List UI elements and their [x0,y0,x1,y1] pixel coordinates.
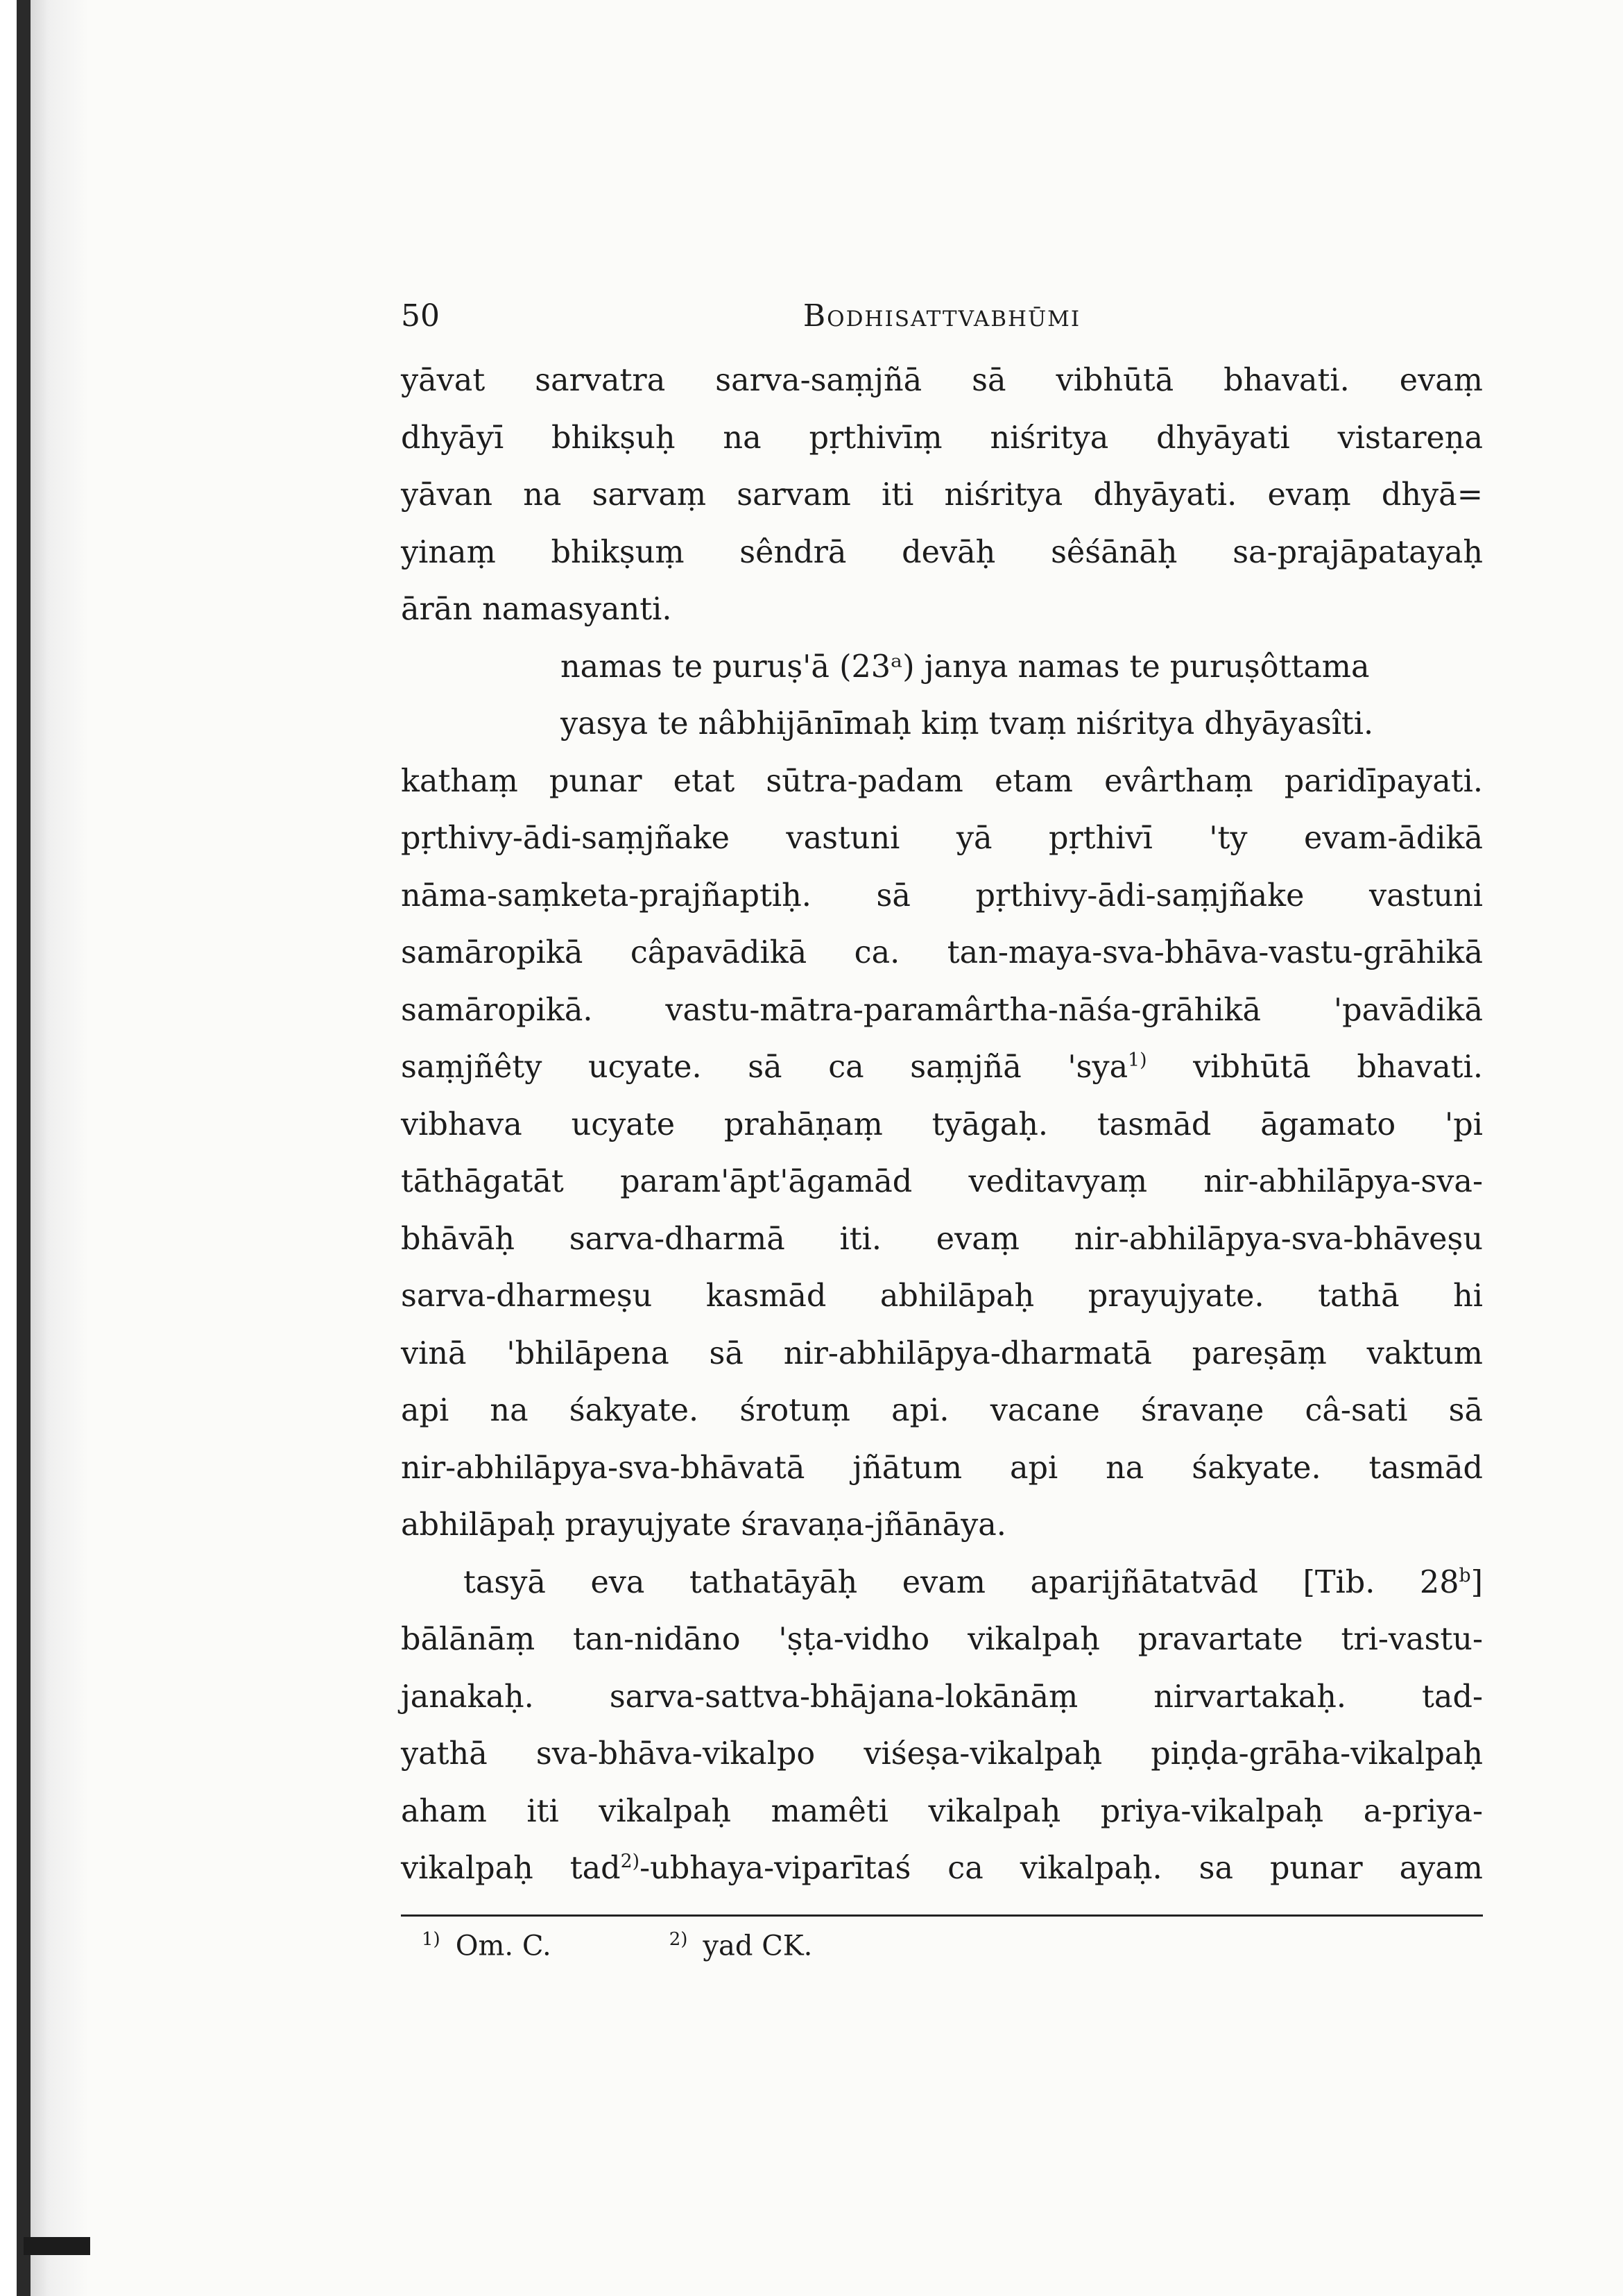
text-line: nir-abhilāpya-sva-bhāvatā jñātum api na śakyate. tasmād [401,1450,1483,1486]
running-head: Bodhisattvabhūmi [802,298,1081,334]
text-line: abhilāpaḥ prayujyate śravaṇa-jñānāya. [401,1507,1006,1543]
text-segment: -ubhaya-viparītaś ca vikalpaḥ. sa punar ayam [639,1851,1483,1886]
footnote-text: yad CK. [703,1929,813,1962]
text-line: nāma-saṃketa-prajñaptiḥ. sā pṛthivy-ādi-saṃjñake vastuni [401,877,1483,914]
text-line: samāropikā câpavādikā ca. tan-maya-sva-bhāva-vastu-grāhikā [401,935,1483,970]
book-spine-shadow [0,0,89,2296]
verse-line: namas te puruṣ'ā (23ᵃ) janya namas te puruṣôttama [560,649,1370,685]
text-segment: tasyā eva tathatāyāḥ evam aparijñātatvād [Tib. 28 [463,1564,1459,1600]
text-line [401,1554,1483,1612]
paragraph-1 [401,753,1483,1554]
main-text [401,352,1483,1898]
folio-superscript: b [1459,1564,1471,1586]
text-line: aham iti vikalpaḥ mamêti vikalpaḥ priya-vikalpaḥ a-priya- [401,1793,1483,1829]
text-line: pṛthivy-ādi-saṃjñake vastuni yā pṛthivī 'ty evam-ādikā [401,821,1483,856]
text-line: dhyāyī bhikṣuḥ na pṛthivīṃ niśritya dhyāyati vistareṇa [401,420,1483,456]
page-number: 50 [401,298,440,334]
text-line [401,1840,1483,1898]
text-line: vinā 'bhilāpena sā nir-abhilāpya-dharmatā pareṣāṃ vaktum [401,1335,1483,1371]
text-line: bālānāṃ tan-nidāno 'ṣṭa-vidho vikalpaḥ pravartate tri-vastu- [401,1622,1483,1657]
text-line: api na śakyate. śrotuṃ api. vacane śravaṇe câ-sati sā [401,1393,1483,1428]
page-header [401,291,1483,347]
footnote-ref-2: 2) [620,1851,640,1873]
text-line: sarva-dharmeṣu kasmād abhilāpaḥ prayujyate. tathā hi [401,1278,1483,1314]
text-line: ārān namasyanti. [401,592,672,627]
text-line: yathā sva-bhāva-vikalpo viśeṣa-vikalpaḥ piṇḍa-grāha-vikalpaḥ [401,1736,1483,1772]
text-line: yāvan na sarvaṃ sarvam iti niśritya dhyāyati. evaṃ dhyā= [401,477,1483,513]
text-line: kathaṃ punar etat sūtra-padam etam evârthaṃ paridīpayati. [401,763,1483,799]
text-line: tāthāgatāt param'āpt'āgamād veditavyaṃ nir-abhilāpya-sva- [401,1164,1483,1199]
footnote-2 [669,1929,813,1962]
text-line: samāropikā. vastu-mātra-paramârtha-nāśa-grāhikā 'pavādikā [401,992,1483,1028]
spine-edge-mark [24,2237,90,2255]
text-segment: vibhūtā bhavati. [1147,1050,1483,1085]
footnote-1 [422,1929,551,1962]
footnote-text: Om. C. [455,1929,551,1962]
text-line: janakaḥ. sarva-sattva-bhājana-lokānāṃ nirvartakaḥ. tad- [401,1679,1483,1715]
footnote-mark: 1) [422,1928,440,1950]
text-line: bhāvāḥ sarva-dharmā iti. evaṃ nir-abhilāpya-sva-bhāveṣu [401,1221,1483,1257]
text-line: vibhava ucyate prahāṇaṃ tyāgaḥ. tasmād āgamato 'pi [401,1106,1483,1142]
text-segment: ] [1470,1564,1483,1600]
text-segment: saṃjñêty ucyate. sā ca saṃjñā 'sya [401,1050,1128,1085]
footnote-rule [401,1914,1483,1917]
verse-line: yasya te nâbhijānīmaḥ kiṃ tvaṃ niśritya dhyāyasîti. [560,706,1374,742]
paragraph-2 [401,1554,1483,1898]
text-line: yinaṃ bhikṣuṃ sêndrā devāḥ sêśānāḥ sa-prajāpatayaḥ [401,534,1483,570]
text-line: yāvat sarvatra sarva-saṃjñā sā vibhūtā bhavati. evaṃ [401,363,1483,398]
footnotes [401,1929,1483,1962]
book-page [401,291,1483,1962]
footnote-ref-1: 1) [1128,1050,1147,1072]
text-segment: vikalpaḥ tad [401,1851,621,1886]
text-line [401,1039,1483,1097]
footnote-mark: 2) [669,1928,688,1950]
verse-block [401,639,1483,753]
